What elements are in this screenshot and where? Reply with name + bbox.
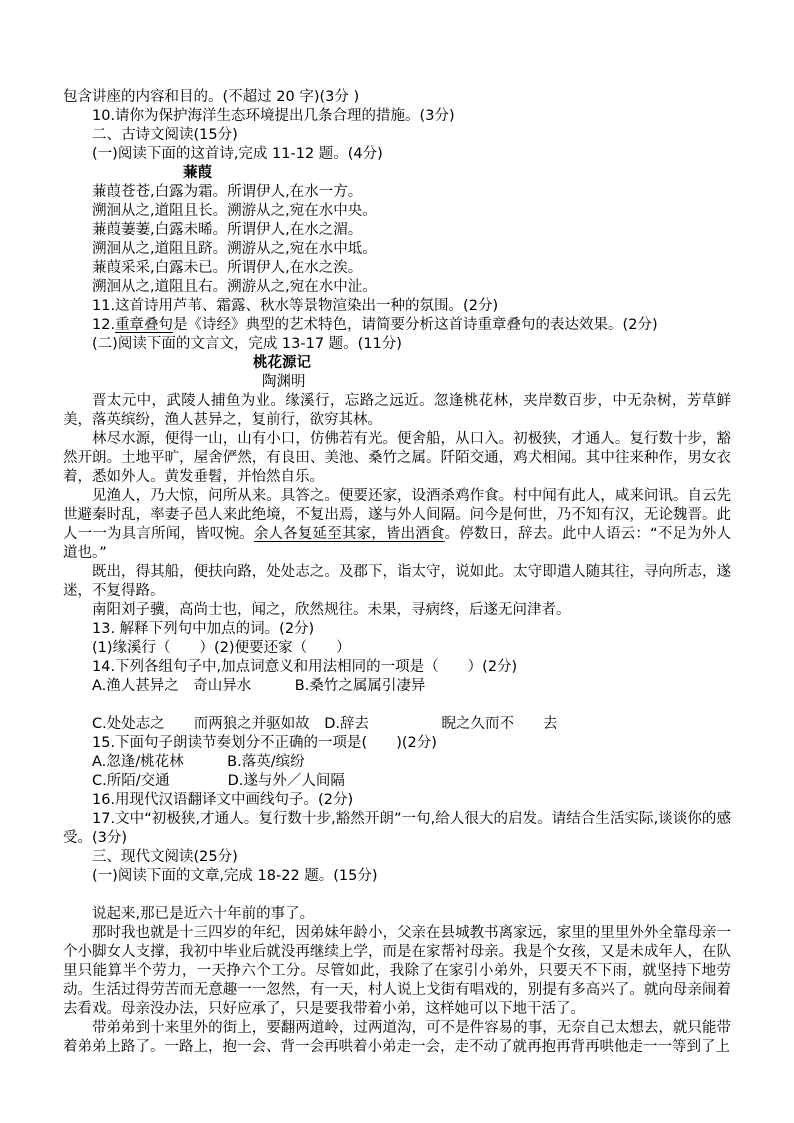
essay-paragraph-4: 既出，得其船，便扶向路，处处志之。及郡下，诣太守，说如此。太守即遣人随其往，寻向所志，遂迷，不复得路。 xyxy=(63,564,731,599)
continuation-line: 包含讲座的内容和目的。(不超过 20 字)(3分 ) xyxy=(63,89,360,105)
blank-line xyxy=(63,886,731,905)
essay-paragraph-3-underlined-sentence: 余人各复延至其家，皆出酒食 xyxy=(253,526,445,542)
question-12-underlined-term: 重章叠句 xyxy=(115,317,174,333)
section-2-part-2-intro: (二)阅读下面的文言文，完成 13-17 题。(11分) xyxy=(92,336,402,352)
essay-paragraph-3-text: 见渔人，乃大惊，问所从来。具答之。便要还家，设酒杀鸡作食。村中闻有此人，咸来问讯。自云先世避秦时乱，率妻子邑人来此绝境，不复出焉，遂与外人间隔。问今是何世，乃不知有汉，无论魏晋。此人一一为具言所闻，皆叹惋。 xyxy=(63,488,731,542)
question-14: 14.下列各组句子中,加点词意义和用法相同的一项是（ ）(2分) xyxy=(92,659,518,675)
section-3-heading: 三、现代文阅读(25分) xyxy=(92,849,238,865)
essay-paragraph-1: 晋太元中，武陵人捕鱼为业。缘溪行，忘路之远近。忽逢桃花林，夹岸数百步，中无杂树，芳草鲜美，落英缤纷，渔人甚异之，复前行，欲穷其林。 xyxy=(63,393,731,428)
poem-title: 蒹葭 xyxy=(183,165,212,181)
question-12 xyxy=(63,316,731,335)
question-10: 10.请你为保护海洋生态环境提出几条合理的措施。(3分) xyxy=(92,108,455,124)
essay-paragraph-2: 林尽水源，便得一山，山有小口，仿佛若有光。便舍船，从口入。初极狭，才通人。复行数十步，豁然开朗。土地平旷，屋舍俨然，有良田、美池、桑竹之属。阡陌交通，鸡犬相闻。其中往来种作，男女衣着，悉如外人。黄发垂髫，并怡然自乐。 xyxy=(63,431,731,485)
modern-text-paragraph-1: 说起来,那已是近六十年前的事了。 xyxy=(92,906,315,922)
question-15-options-cd: C.所陌/交通 D.遂与外／人间隔 xyxy=(92,773,345,789)
section-3-part-1-intro: (一)阅读下面的文章,完成 18-22 题。(15分) xyxy=(92,868,378,884)
question-12-number: 12. xyxy=(92,317,116,333)
modern-text-paragraph-3: 带弟弟到十来里外的街上，要翻两道岭，过两道沟，可不是件容易的事，无奈自己太想去，就只能带着弟弟上路了。一路上，抱一会、背一会再哄着小弟走一会，走不动了就再抱再背再哄他走一一等到了上 xyxy=(63,1020,731,1055)
essay-paragraph-3-end: 。停数日，辞去。此中人语云：“不足为外人道也。” xyxy=(63,526,732,561)
question-11: 11.这首诗用芦苇、霜露、秋水等景物渲染出一种的氛围。(2分) xyxy=(92,298,499,314)
question-14-options-ab: A.渔人甚异之 奇山异水 B.桑竹之属属引凄异 xyxy=(92,678,426,694)
essay-title: 桃花源记 xyxy=(253,355,311,371)
poem-line: 蒹葭采采,白露未已。所谓伊人,在水之涘。 xyxy=(92,260,363,276)
poem-line: 溯洄从之,道阻且跻。溯游从之,宛在水中坻。 xyxy=(92,241,377,257)
modern-text-paragraph-2: 那时我也就是十三四岁的年纪，因弟妹年龄小，父亲在县城教书离家远，家里的里里外外全靠母亲一个小脚女人支撑，我初中毕业后就没再继续上学，而是在家帮衬母亲。我是个女孩，又是未成年人，在队里只能算半个劳力，一天挣六个工分。尽管如此，我除了在家引小弟外，只要天不下雨，就坚持下地劳动。生活过得劳苦而无意趣一一忽然，有一天，村人说上戈街有唱戏的，别提有多高兴了。就向母亲闹着去看戏。母亲没办法，只好应承了，只是要我带着小弟，这样她可以下地干活了。 xyxy=(63,925,731,1017)
essay-author: 陶渊明 xyxy=(262,374,306,390)
poem-line: 溯洄从之,道阻且长。溯游从之,宛在水中央。 xyxy=(92,203,377,219)
question-14-options-cd: C.处处志之 而两狼之并驱如故 D.辞去 睨之久而不 去 xyxy=(92,716,558,732)
poem-line: 蒹葭苍苍,白露为霜。所谓伊人,在水一方。 xyxy=(92,184,363,200)
section-2-part-1-intro: (一)阅读下面的这首诗,完成 11-12 题。(4分) xyxy=(92,146,383,162)
poem-line: 溯洄从之,道阻且右。溯游从之,宛在水中沚。 xyxy=(92,279,377,295)
essay-paragraph-3 xyxy=(63,487,731,563)
question-12-text: 是《诗经》典型的艺术特色，请简要分析这首诗重章叠句的表达效果。(2分) xyxy=(173,317,658,333)
section-2-heading: 二、古诗文阅读(15分) xyxy=(92,127,238,143)
blank-line xyxy=(63,696,731,715)
essay-paragraph-5: 南阳刘子骥，高尚士也，闻之，欣然规往。未果，寻病终，后遂无问津者。 xyxy=(92,602,571,618)
question-15-options-ab: A.忽逢/桃花林 B.落英/缤纷 xyxy=(92,754,305,770)
question-15: 15.下面句子朗读节奏划分不正确的一项是( )(2分) xyxy=(92,735,437,751)
poem-line: 蒹葭萋萋,白露未晞。所谓伊人,在水之湄。 xyxy=(92,222,363,238)
question-13-blanks: (1)缘溪行（ ）(2)便要还家（ ） xyxy=(92,640,351,656)
question-13: 13. 解释下列句中加点的词。(2分) xyxy=(92,621,315,637)
question-16: 16.用现代汉语翻译文中画线句子。(2分) xyxy=(92,792,354,808)
question-17: 17.文中“初极狭,才通人。复行数十步,豁然开朗”一句,给人很大的启发。请结合生活实际,谈谈你的感受。(3分) xyxy=(63,811,731,846)
